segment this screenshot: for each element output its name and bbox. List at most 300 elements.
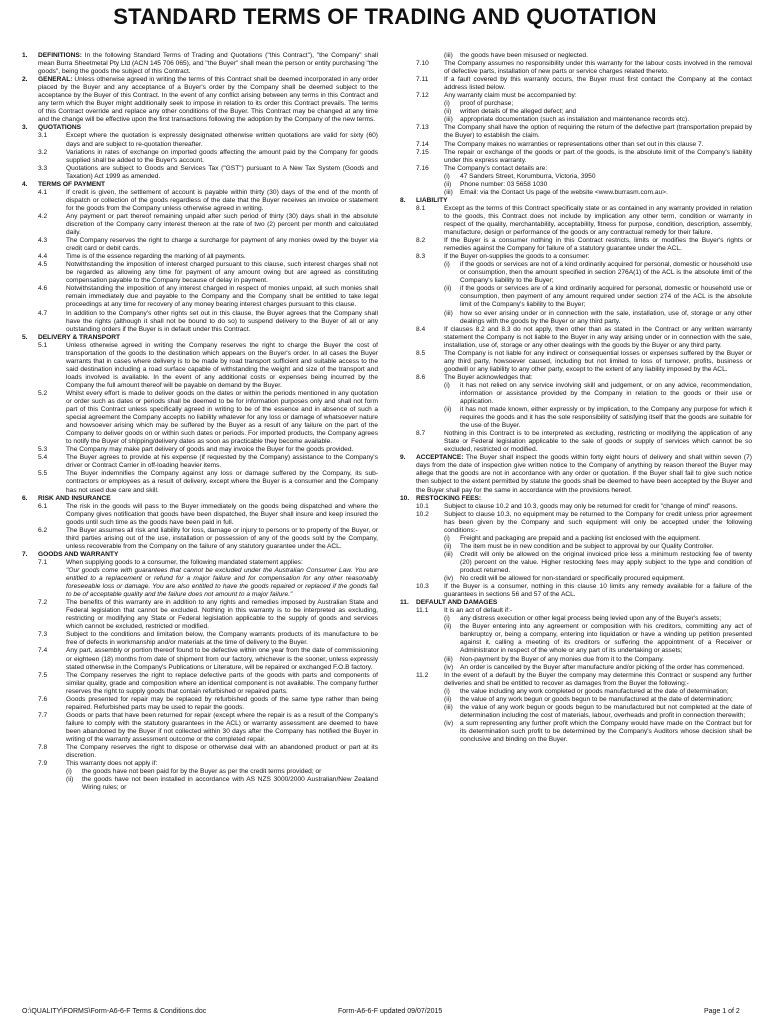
clause-text [38,124,378,132]
clause-paragraph [400,165,752,173]
clause-text [444,124,752,140]
clause-number: 7.14 [416,140,429,148]
clause-body: Any warranty claim must be accompanied by: [444,92,577,100]
clause-body: No credit will be allowed for non-standard or specifically procured equipment. [460,575,685,583]
clause-text [66,165,378,181]
clause-body: The Company makes no warranties or representations other than set out in this clause 7. [444,140,704,148]
clause-number: 7.2 [38,599,48,607]
clause-item [400,543,752,551]
clause-number: 7. [22,550,28,558]
clause-body: The risk in the goods will pass to the Buyer immediately on the goods being dispatched and where the Company gives notification that goods have been dispatched, the Buyer shall insure and keep insured the goods until such time as the goods have been paid in full. [66,502,378,526]
clause-number: 7.9 [38,760,48,768]
clause-item [400,656,752,664]
clause-body: If the Buyer is a consumer nothing in this Contract restricts, limits or modifies the Buyer's rights or remedies against the Company for failure of a statutory guarantee under the ACL. [444,237,752,253]
clause-body: Nothing in this Contract is to be interpreted as excluding, restricting or modifying the application of any State or Federal legislation applicable to the sale of goods or supply of services which cannot be so excluded, restricted or modified. [444,430,752,454]
clause-number: 10. [400,494,410,502]
clause-text [66,261,378,285]
clause-number: (ii) [444,695,452,703]
clause-body: Notwithstanding the imposition of interest charged pursuant to this clause, such interest charges shall not be regarded as allowing any time for payment of any amount owing but are agreed as constituting compensation payable to the Company because of delay in payment. [66,261,378,285]
clause-number: 4. [22,180,28,188]
clause-number: (i) [444,261,450,269]
clause-body: Phone number: 03 5658 1030 [460,180,548,188]
clause-body: Any part, assembly or portion thereof found to be defective within one year from the date of commissioning or eighteen (18) months from date of shipment from our factory, whichever is the sooner, unless expressly stated otherwise in the Company's Publications or Literature, will be repaired or exchanged F.O.B factory. [66,647,378,671]
clause-number: 7.4 [38,647,48,655]
clause-text [444,350,752,374]
clause-text [460,664,752,672]
clause-number: 11.2 [416,671,429,679]
clause-text [444,165,752,173]
clause-text [66,647,378,671]
clause-body: it has not made known, either expressly or by implication, to the Company any purpose for which it requires the goods and it has the sole responsibility of satisfying itself that the goods are suitable for the use of the Buyer. [460,406,752,430]
clause-heading [22,124,378,132]
clause-number: 4.5 [38,261,48,269]
clause-label: GENERAL: [38,76,73,84]
clause-number: 4.1 [38,188,48,196]
clause-body: If the Buyer on-supplies the goods to a consumer: [444,253,590,261]
clause-number: 1. [22,52,28,59]
clause-number: (iv) [444,663,454,671]
clause-number: 7.5 [38,671,48,679]
clause-item [400,664,752,672]
clause-text [444,511,752,535]
clause-number: 5.5 [38,470,48,478]
clause-item [400,704,752,720]
clause-paragraph [400,141,752,149]
clause-text [66,446,378,454]
clause-paragraph [22,454,378,470]
clause-paragraph [400,124,752,140]
footer-page-number: Page 1 of 2 [704,1008,740,1015]
clause-number: (ii) [444,180,452,188]
clause-text [444,607,752,615]
clause-item [400,688,752,696]
clause-label: RESTOCKING FEES: [416,494,482,502]
clause-label: DELIVERY & TRANSPORT [38,333,121,341]
clause-item [400,623,752,655]
clause-paragraph [22,253,378,261]
clause-text [460,116,752,124]
clause-item [22,776,378,792]
clause-heading [22,181,378,189]
clause-text [66,599,378,631]
clause-number: 4.6 [38,285,48,293]
clause-text [66,285,378,309]
clause-heading [22,551,378,559]
clause-number: 4.2 [38,212,48,220]
clause-text [444,374,752,382]
clause-body: The Company may make part delivery of goods and may invoice the Buyer for the goods provided. [66,446,354,454]
clause-label: QUOTATIONS [38,124,81,132]
clause-body: The Buyer shall inspect the goods within forty eight hours of delivery and shall within seven (7) days from the date of inspection give written notice to the Company of anything by reason thereof the Buyer may allege that the goods are not in accordance with any order or quotation. If the Buyer shall fail to give such notice then subject to the extent permitted by statute the goods shall be deemed to have been accepted by the Buyer and the Buyer shall pay for the same in accordance with the provisions hereof. [416,454,752,494]
clause-number: (iii) [444,655,453,663]
clause-number: (ii) [444,108,452,116]
clause-label: ACCEPTANCE: [416,454,464,462]
clause-number: 2. [22,76,28,84]
clause-text [66,712,378,744]
clause-number: 8.5 [416,349,426,357]
clause-paragraph [400,76,752,92]
clause-paragraph [22,261,378,285]
clause-label: LIABILITY [416,196,448,204]
clause-text [416,197,752,205]
clause-body: if the goods or services are of a kind ordinarily acquired for personal, domestic or household use or consumption, then payment of any amount required under section 274 of the ACL is the absolute limit of the Company's liability to the Buyer; [460,285,752,309]
clause-number: 7.12 [416,92,429,100]
clause-item [400,285,752,309]
clause-number: (ii) [444,542,452,550]
clause-paragraph [400,503,752,511]
clause-heading [400,197,752,205]
clause-body: Except as the terms of this Contract specifically state or as contained in any warranty provided in relation to the goods, this Contract does not include by implication any other term, condition or warranty in respect of the quality, merchantability, acceptability, fitness for purpose, condition, description, assembly, manufacture, design or performance of the goods or any contractual remedy for their failure. [444,204,752,237]
clause-number: (i) [444,100,450,108]
clause-paragraph [400,149,752,165]
clause-number: 8.7 [416,430,426,438]
clause-text [66,132,378,148]
footer-form-version: Form-A6-6-F updated 09/07/2015 [338,1008,443,1015]
clause-paragraph [400,583,752,599]
clause-number: (iv) [444,575,454,583]
clause-paragraph [22,390,378,446]
clause-number: 7.7 [38,711,48,719]
clause-text [82,776,378,792]
clause-text [444,253,752,261]
clause-label: TERMS OF PAYMENT [38,180,106,188]
clause-number: 8.4 [416,325,426,333]
clause-number: (i) [444,534,450,542]
clause-item [400,261,752,285]
clause-number: 5.4 [38,454,48,462]
clause-heading [22,52,378,76]
clause-paragraph [22,189,378,213]
clause-number: (i) [444,381,450,389]
clause-number: 4.7 [38,309,48,317]
clause-number: 7.3 [38,631,48,639]
clause-text [66,744,378,760]
clause-number: 10.1 [416,502,429,510]
clause-body: The Company's contact details are: [444,164,548,172]
clause-body: This warranty does not apply if: [66,760,158,768]
clause-text [460,623,752,655]
clause-text [460,575,752,583]
clause-item [400,173,752,181]
clause-text [444,326,752,350]
clause-body: Any payment or part thereof remaining unpaid after such period of thirty (30) days shall in the absolute discretion of the Company carry interest thereon at the rate of two (2) percent per month and calculated daily. [66,212,378,237]
clause-paragraph [400,430,752,454]
right-column [400,52,752,1002]
clause-text [66,470,378,494]
clause-body: the goods have not been installed in accordance with AS NZS 3000/2000 Australian/New Zealand Wiring rules; or [82,776,378,792]
clause-body: Quotations are subject to Goods and Services Tax ("GST") pursuant to A New Tax System (Goods and Taxation) Act 1999 as amended. [66,164,378,180]
clause-number: 3. [22,124,28,132]
clause-text [444,92,752,100]
clause-text [460,535,752,543]
clause-body: Notwithstanding the imposition of any interest charged in respect of monies unpaid, all such monies shall remain immediately due and payable to the Company and the Company shall be entitled to take legal proceedings at any time for recovery of any money bearing interest charges pursuant to this clause. [66,285,378,309]
clause-text [38,76,378,124]
clause-paragraph [22,599,378,631]
clause-text [416,495,752,503]
clause-body: The benefits of this warranty are in addition to any rights and remedies imposed by Australian State and Federal legislation that cannot be excluded. Nothing in this warranty is to be interpreted as excluding, restricting or modifying any State or Federal legislation applicable to the supply of goods and services which cannot be excluded, restricted or modified. [66,599,378,631]
clause-text [460,704,752,720]
clause-item [400,181,752,189]
clause-number: 6. [22,494,28,502]
clause-text [460,108,752,116]
clause-text [444,503,752,511]
clause-body: the value of any work begun or goods begun to be manufactured at the date of determination; [460,695,733,703]
clause-body: In addition to the Company's other rights set out in this clause, the Buyer agrees that the Company shall have the rights (although it shall not be bound to do so) to suspend delivery to the Buyer of all or any outstanding orders if the Buyer is in default under this Contract. [66,309,378,333]
clause-body: If a fault covered by this warranty occurs, the Buyer must first contact the Company at the contact address listed below. [444,76,752,92]
clause-text [416,454,752,494]
clause-text [66,310,378,334]
clause-body: how so ever arising under or in connection with the sale, installation, use of, storage or any other dealings with the goods by the Buyer or any third party. [460,309,752,325]
clause-paragraph [22,310,378,334]
clause-body: Except where the quotation is expressly designated otherwise written quotations are valid for sixty (60) days and are subject to re-quotation thereafter. [66,132,378,148]
clause-number: 7.6 [38,695,48,703]
clause-body: The Buyer agrees to provide at his expense (if requested by the Company) assistance to the Company's driver or Contract Carrier in off-loading heavier items. [66,454,378,470]
clause-paragraph [400,374,752,382]
clause-number: (iii) [444,703,453,711]
clause-paragraph [22,631,378,647]
clause-number: (iii) [444,550,453,558]
clause-number: (ii) [444,285,452,293]
clause-body: appropriate documentation (such as installation and maintenance records etc). [460,116,690,124]
clause-text [444,672,752,688]
clause-item [400,108,752,116]
clause-body: Subject to clause 10.3, no equipment may be returned to the Company for credit unless prior agreement has been given by the Company and such equipment will only be accepted under the following conditions:- [444,510,752,534]
clause-text [82,768,378,776]
clause-body: Unless otherwise agreed in writing the Company reserves the right to charge the Buyer the cost of transportation of the goods to the destination which appears on the Buyer's order. In all cases the Buyer warrants that in cases where delivery is to be made by road transport sufficient and suitable access to the said destination including a road surface capable of withstanding the weight and size of the transport and loads involved is available. In the event of any additional costs or expenses being incurred by the Company the full amount thereof will be payable on demand by the Buyer. [66,341,378,389]
clause-heading [22,495,378,503]
clause-body: Unless otherwise agreed in writing the terms of this Contract shall be deemed incorporated in any order placed by the Buyer and any acceptance of a Buyer's order by the Company shall be deemed subject to the acceptance by the Buyer of this Contract. In the event of any conflict arising between any terms in this Contract and any term which the Buyer might additionally seek to impose in relation to its order this Contract prevails. The terms of this Contract override and replace any other conditions of the Buyer. This Contract may be changed at any time and the change will be effective upon the first transactions following the adoption by the Company of the new terms. [38,76,378,124]
clause-paragraph [22,503,378,527]
clause-paragraph [400,350,752,374]
clause-text [460,688,752,696]
clause-body: Goods or parts that have been returned for repair (except where the repair is as a result of the Company's failure to comply with the statutory guarantees in the ACL) or warranty assessment are deemed to have been abandoned by the Buyer if not collected within 30 days after the Company has notified the Buyer in writing of the warranty assessment outcome or the completed repair. [66,711,378,743]
clause-text [66,559,378,567]
clause-paragraph [22,567,378,599]
clause-text [460,100,752,108]
clause-body: When supplying goods to a consumer, the following mandated statement applies: [66,558,303,566]
clause-heading [400,495,752,503]
clause-paragraph [400,237,752,253]
clause-text [38,334,378,342]
clause-text [460,189,752,197]
clause-item [400,575,752,583]
clause-number: 11. [400,599,409,607]
clause-body: The Buyer assumes all risk and liability for loss, damage or injury to persons or to property of the Buyer, or third parties arising out of the use, installation or possession of any of the goods sold by the Company, unless recoverable from the Company on the failure of any statutory guarantee under the ACL. [66,526,378,550]
clause-item [400,310,752,326]
clause-paragraph [22,672,378,696]
clause-text [444,430,752,454]
clause-number: (ii) [444,623,452,631]
clause-body: Email: via the Contact Us page of the website <www.burrasm.com.au>. [460,188,668,196]
clause-paragraph [22,342,378,390]
clause-text [460,615,752,623]
clause-text [444,60,752,76]
clause-body: The Buyer indemnifies the Company against any loss or damage suffered by the Company, its sub-contractors or employees as a result of delivery, except where the Buyer is a consumer and the Company has not used due care and skill. [66,470,378,494]
clause-paragraph [22,149,378,165]
clause-number: 4.3 [38,237,48,245]
clause-text [38,551,378,559]
clause-body: The Company reserves the right to dispose or otherwise deal with an abandoned product or part at its discretion. [66,744,378,760]
clause-number: 7.1 [38,558,48,566]
clause-paragraph [22,470,378,494]
clause-number: 8.3 [416,253,426,261]
clause-number: 5.2 [38,389,48,397]
clause-paragraph [22,132,378,148]
clause-body: Whilst every effort is made to deliver goods on the dates or within the periods mentioned in any quotation or order such as dates or periods shall be deemed to be for information purposes only and shall not form part of this Contract unless specifically agreed in writing to be of the essence and in absence of such a special agreement the Company accepts no liability whatever for any loss or damage of whatsoever nature and howsoever arising which may be suffered by the Buyer as a result of any failure on the part of the Company to deliver goods on or within such dates or periods. For imported products, the Company agrees to notify the Buyer of shipping/delivery dates as soon as practicable they become available. [66,389,378,446]
clause-number: 5.1 [38,341,48,349]
clause-item [22,768,378,776]
clause-text [66,237,378,253]
clause-text [460,310,752,326]
clause-paragraph [400,326,752,350]
clause-body: The item must be in new condition and be subject to approval by our Quality Controller. [460,542,714,550]
clause-body: Credit will only be allowed on the original invoiced price less a minimum restocking fee of twenty (20) percent on the value. Higher restocking fees may apply subject to the type and condition of product returned. [460,550,752,574]
clause-number: (iii) [444,116,453,124]
clause-number: 8.2 [416,237,426,245]
clause-number: (i) [444,687,450,695]
clause-body: The Company reserves the right to charge a surcharge for payment of any monies owed by the buyer via credit card or debit cards. [66,237,378,253]
clause-number: (i) [444,172,450,180]
clause-number: 7.11 [416,76,429,84]
clause-number: (ii) [444,406,452,414]
clause-heading [22,334,378,342]
clause-text [66,454,378,470]
clause-item [400,382,752,406]
clause-number: (i) [66,768,72,776]
clause-text [66,760,378,768]
clause-body: if the goods or services are not of a kind ordinarily acquired for personal, domestic or household use or consumption, then the amount specified in section 276A(1) of the ACL is the absolute limit of the Company's liability to the Buyer; [460,261,752,285]
clause-text [444,237,752,253]
clause-item [400,100,752,108]
clause-label: DEFINITIONS: [38,52,82,59]
clause-text [460,181,752,189]
clause-number: 7.15 [416,148,429,156]
clause-text [66,503,378,527]
clause-text [460,696,752,704]
clause-number: (iii) [444,52,453,59]
clause-body: The Buyer acknowledges that: [444,373,533,381]
clause-text [444,149,752,165]
clause-paragraph [22,559,378,567]
clause-number: 3.3 [38,164,48,172]
clause-paragraph [22,696,378,712]
footer-file-path: O:\QUALITY\FORMS\Form-A6-6-F Terms & Conditions.doc [22,1008,207,1015]
clause-body: The Company assumes no responsibility under this warranty for the labour costs involved in the removal of defective parts, installation of new parts or service charges related thereto. [444,60,752,76]
clause-number: 3.1 [38,132,48,140]
clause-body: written details of the alleged defect; and [460,108,577,116]
clause-item [400,720,752,744]
clause-text [38,52,378,76]
document-title: STANDARD TERMS OF TRADING AND QUOTATION [113,4,657,29]
left-column [22,52,378,1002]
clause-text [38,181,378,189]
clause-text [460,406,752,430]
clause-number: (iv) [444,719,454,727]
clause-body: the goods have not been paid for by the Buyer as per the credit terms provided; or [82,768,322,776]
clause-paragraph [22,760,378,768]
clause-number: 7.13 [416,124,429,132]
clause-text [460,173,752,181]
clause-number: (iii) [444,309,453,317]
clause-body: The Company is not liable for any indirect or consequential losses or expenses suffered by the Buyer or any third party, howsoever caused, including but not limited to loss of turnover, profits, business or goodwill or any liability to any other party, except to the extent of any liability imposed by the ACL. [444,349,752,373]
clause-body: a sum representing any further profit which the Company would have made on the Contract but for its determination such profit to be determined by the Company's Auditors whose decision shall be conclusive and binding on the Buyer. [460,719,752,743]
clause-text [66,189,378,213]
clause-body: If clauses 8.2 and 8.3 do not apply, then other than as stated in the Contract or any written warranty statement the Company is not liable to the Buyer in any way arising under or in connection with the sale, installation, use of, storage or any other dealings with the goods by the Buyer or any third party. [444,325,752,349]
clause-text [444,76,752,92]
clause-heading [22,76,378,124]
clause-text [66,527,378,551]
clause-text [460,285,752,309]
clause-body: "Our goods come with guarantees that cannot be excluded under the Australian Consumer Law. You are entitled to a replacement or refund for a major failure and for compensation for any other reasonably foreseeable loss or damage. You are also entitled to have the goods repaired or replaced if the goods fail to be of acceptable quality and the failure does not amount to a major failure." [66,567,378,599]
clause-item [400,615,752,623]
clause-body: the goods have been misused or neglected. [460,52,588,59]
clause-body: the value of any work begun or goods begun to be manufactured but not completed at the date of determination including the cost of materials, labour, overheads and profit in connection therewith; [460,703,752,719]
clause-body: If the Buyer is a consumer, nothing in this clause 10 limits any remedy available for a failure of the guarantees in sections 56 and 57 of the ACL. [444,583,752,599]
clause-body: the Buyer entering into any agreement or composition with his creditors, committing any act of bankruptcy or, being a company, entering into liquidation or have a winding up petition presented against it, calling a meeting of its creditors or suffering the appointment of a Receiver or Administrator in respect of the whole or any part of its undertaking or assets; [460,623,752,655]
clause-paragraph [400,253,752,261]
clause-text [38,495,378,503]
clause-number: 6.1 [38,502,48,510]
clause-number: 8.1 [416,204,426,212]
clause-item [400,696,752,704]
clause-heading [400,599,752,607]
clause-body: Non-payment by the Buyer of any monies due from it to the Company. [460,655,665,663]
clause-body: The Company reserves the right to replace defective parts of the goods with parts and components of similar quality, grade and composition where an identical component is not available. The company further reserves the right to supply goods that contain refurbished or repaired parts. [66,671,378,695]
clause-paragraph [22,213,378,237]
clause-body: If credit is given, the settlement of account is payable within thirty (30) days of the end of the month of dispatch or collection of the goods regardless of the date that the Buyer receives an invoice or statement for the goods from the Company unless otherwise agreed in writing. [66,188,378,212]
clause-number: 7.10 [416,60,429,68]
clause-text [460,52,752,60]
clause-number: 11.1 [416,607,429,615]
clause-body: Freight and packaging are prepaid and a packing list enclosed with the equipment. [460,534,701,542]
clause-number: 5. [22,333,28,341]
clause-label: GOODS AND WARRANTY [38,550,119,558]
clause-paragraph [22,165,378,181]
clause-text [444,141,752,149]
clause-text [460,656,752,664]
clause-body: An order is cancelled by the Buyer after manufacture and/or picking of the order has commenced. [460,663,745,671]
clause-body: 47 Sanders Street, Korumburra, Victoria, 3950 [460,172,596,180]
clause-text [460,543,752,551]
clause-paragraph [400,60,752,76]
clause-body: It is an act of default if:- [444,607,513,615]
clause-body: proof of purchase; [460,100,514,108]
clause-item [400,551,752,575]
clause-label: DEFAULT AND DAMAGES [416,599,498,607]
clause-number: (ii) [66,776,74,784]
clause-text [66,672,378,696]
clause-body: In the event of a default by the Buyer the company may determine this Contract or suspend any further deliveries and shall be entitled to recover as damages from the Buyer the following:- [444,671,752,687]
clause-paragraph [400,607,752,615]
clause-paragraph [400,511,752,535]
clause-body: Variations in rates of exchange on imported goods affecting the amount paid by the Company for goods supplied shall be added to the Buyer's account. [66,148,378,164]
clause-number: (iii) [444,188,453,196]
clause-body: The Company shall have the option of requiring the return of the defective part (transportation prepaid by the Buyer) to establish the claim. [444,124,752,140]
clause-text [66,390,378,446]
clause-item [400,406,752,430]
clause-body: In the following Standard Terms of Trading and Quotations ("this Contract"), "the Company" shall mean Burra Sheetmetal Pty Ltd (ACN 145 706 065), and "the Buyer" shall mean the person or entity purchasing "the goods", being the goods the subject of this Contract. [38,52,378,76]
clause-body: Time is of the essence regarding the marking of all payments. [66,253,246,261]
clause-text [460,261,752,285]
clause-item [400,189,752,197]
clause-paragraph [22,446,378,454]
clause-heading [400,454,752,494]
clause-text [416,599,752,607]
clause-text [66,567,378,599]
clause-item [400,52,752,60]
clause-paragraph [22,237,378,253]
clause-paragraph [22,712,378,744]
